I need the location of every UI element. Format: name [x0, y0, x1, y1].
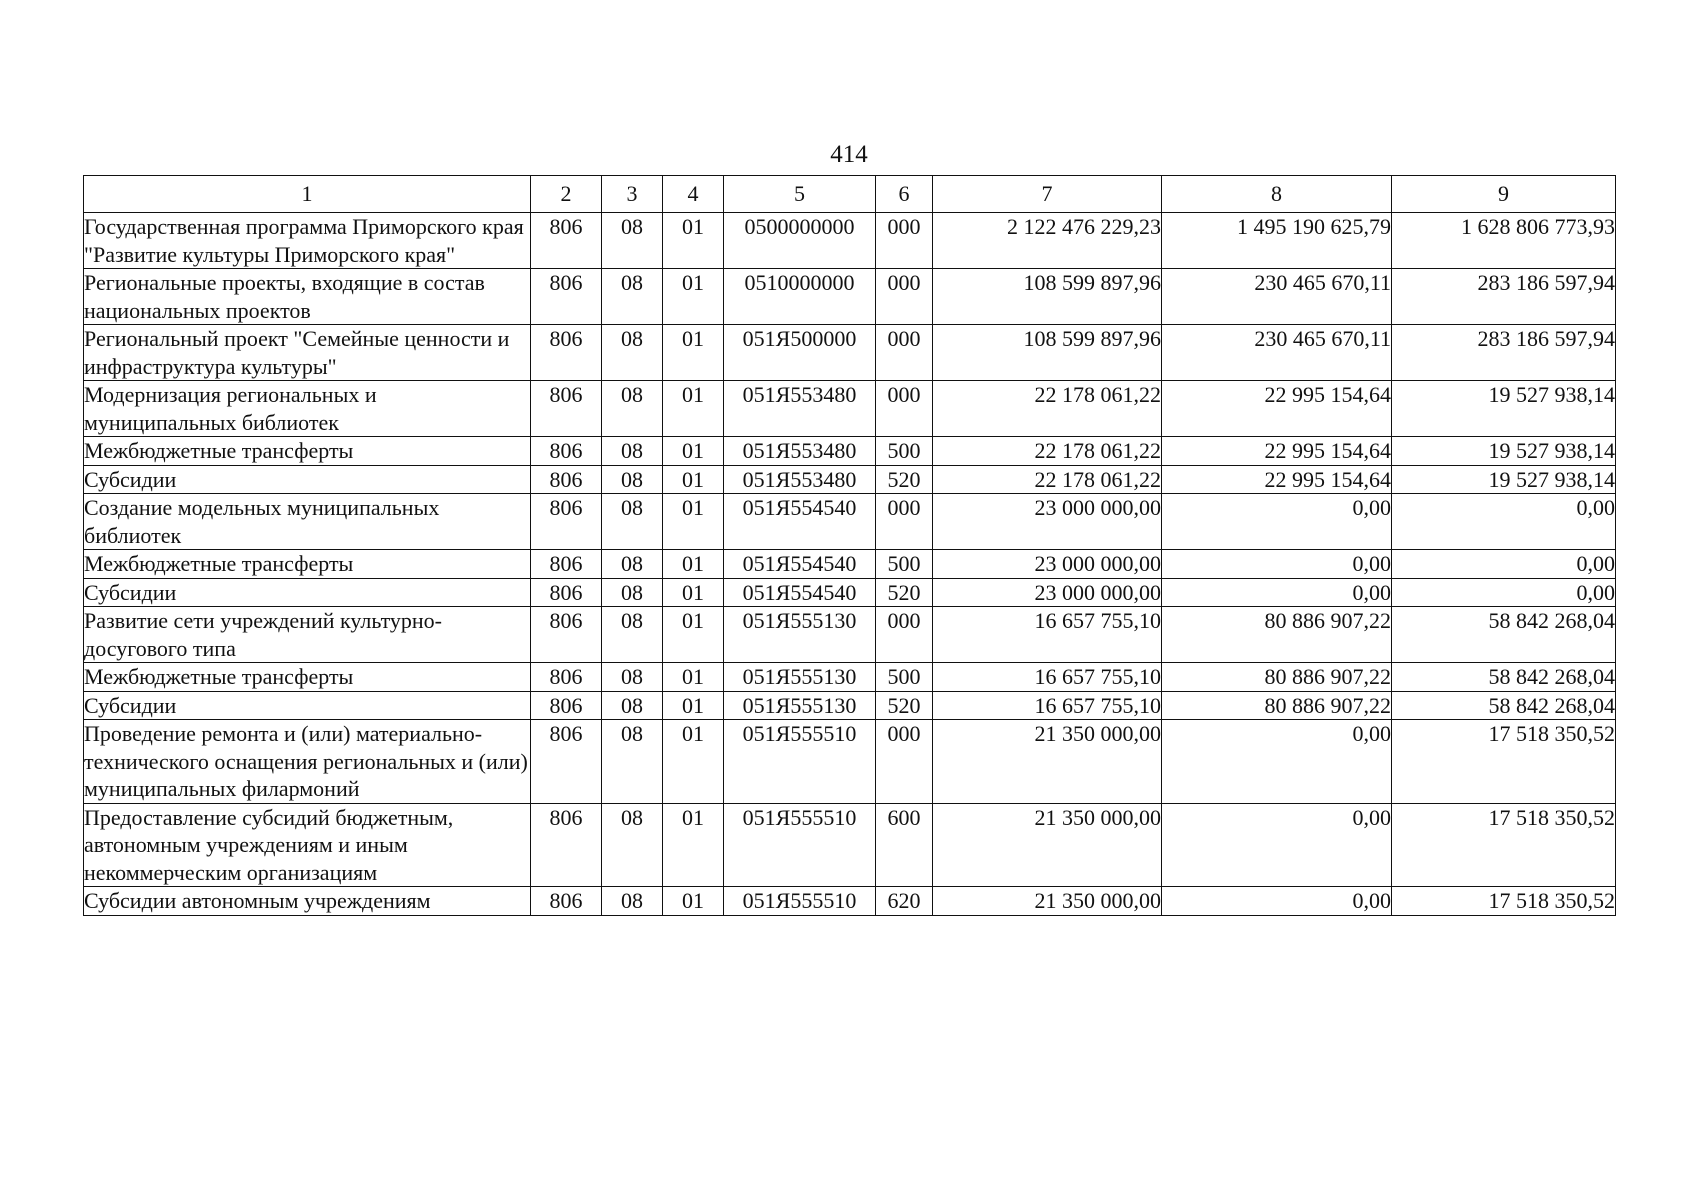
- value-col-9: 17 518 350,52: [1392, 720, 1616, 804]
- cell-col-3: 08: [602, 465, 663, 494]
- cell-col-2: 806: [531, 720, 602, 804]
- cell-col-6: 600: [876, 803, 933, 887]
- cell-col-4: 01: [663, 550, 724, 579]
- cell-col-2: 806: [531, 887, 602, 916]
- value-col-8: 22 995 154,64: [1162, 381, 1392, 437]
- cell-col-4: 01: [663, 381, 724, 437]
- cell-col-5: 051Я554540: [724, 494, 876, 550]
- cell-col-6: 500: [876, 663, 933, 692]
- value-col-7: 16 657 755,10: [933, 663, 1162, 692]
- row-name-cell: Межбюджетные трансферты: [84, 663, 531, 692]
- cell-col-2: 806: [531, 550, 602, 579]
- cell-col-6: 000: [876, 607, 933, 663]
- table-row: [84, 550, 1616, 579]
- cell-col-6: 620: [876, 887, 933, 916]
- cell-col-5: 051Я553480: [724, 437, 876, 466]
- column-header: 1: [84, 176, 531, 213]
- cell-col-3: 08: [602, 325, 663, 381]
- value-col-7: 21 350 000,00: [933, 887, 1162, 916]
- cell-col-2: 806: [531, 213, 602, 269]
- value-col-9: 19 527 938,14: [1392, 465, 1616, 494]
- row-name-cell: Межбюджетные трансферты: [84, 437, 531, 466]
- value-col-9: 283 186 597,94: [1392, 269, 1616, 325]
- value-col-8: 80 886 907,22: [1162, 691, 1392, 720]
- cell-col-3: 08: [602, 550, 663, 579]
- value-col-8: 0,00: [1162, 550, 1392, 579]
- cell-col-6: 520: [876, 691, 933, 720]
- row-name-cell: Региональный проект "Семейные ценности и инфраструктура культуры": [84, 325, 531, 381]
- table-row: [84, 465, 1616, 494]
- table-row: [84, 213, 1616, 269]
- cell-col-2: 806: [531, 437, 602, 466]
- cell-col-6: 000: [876, 325, 933, 381]
- cell-col-6: 000: [876, 381, 933, 437]
- value-col-9: 19 527 938,14: [1392, 381, 1616, 437]
- column-header: 7: [933, 176, 1162, 213]
- cell-col-3: 08: [602, 437, 663, 466]
- value-col-9: 0,00: [1392, 550, 1616, 579]
- row-name-cell: Субсидии: [84, 578, 531, 607]
- value-col-7: 23 000 000,00: [933, 550, 1162, 579]
- cell-col-4: 01: [663, 437, 724, 466]
- row-name-cell: Субсидии автономным учреждениям: [84, 887, 531, 916]
- cell-col-4: 01: [663, 465, 724, 494]
- row-name-cell: Предоставление субсидий бюджетным, автономным учреждениям и иным некоммерческим организациям: [84, 803, 531, 887]
- value-col-7: 2 122 476 229,23: [933, 213, 1162, 269]
- value-col-7: 23 000 000,00: [933, 578, 1162, 607]
- value-col-9: 17 518 350,52: [1392, 803, 1616, 887]
- cell-col-6: 500: [876, 550, 933, 579]
- column-header: 8: [1162, 176, 1392, 213]
- budget-table: [83, 175, 1616, 916]
- cell-col-6: 000: [876, 213, 933, 269]
- cell-col-4: 01: [663, 720, 724, 804]
- cell-col-5: 051Я555510: [724, 887, 876, 916]
- value-col-8: 80 886 907,22: [1162, 607, 1392, 663]
- table-row: [84, 325, 1616, 381]
- column-header: 9: [1392, 176, 1616, 213]
- value-col-7: 22 178 061,22: [933, 437, 1162, 466]
- value-col-7: 108 599 897,96: [933, 269, 1162, 325]
- row-name-cell: Субсидии: [84, 691, 531, 720]
- row-name-cell: Создание модельных муниципальных библиотек: [84, 494, 531, 550]
- cell-col-6: 520: [876, 578, 933, 607]
- cell-col-4: 01: [663, 578, 724, 607]
- cell-col-2: 806: [531, 494, 602, 550]
- row-name-cell: Проведение ремонта и (или) материально-технического оснащения региональных и (или) муниципальных филармоний: [84, 720, 531, 804]
- value-col-8: 230 465 670,11: [1162, 269, 1392, 325]
- header-row: [84, 176, 1616, 213]
- cell-col-3: 08: [602, 213, 663, 269]
- cell-col-2: 806: [531, 803, 602, 887]
- row-name-cell: Региональные проекты, входящие в состав национальных проектов: [84, 269, 531, 325]
- cell-col-6: 000: [876, 720, 933, 804]
- column-header: 3: [602, 176, 663, 213]
- cell-col-4: 01: [663, 691, 724, 720]
- row-name-cell: Развитие сети учреждений культурно-досугового типа: [84, 607, 531, 663]
- cell-col-4: 01: [663, 663, 724, 692]
- value-col-8: 0,00: [1162, 578, 1392, 607]
- table-row: [84, 607, 1616, 663]
- value-col-9: 17 518 350,52: [1392, 887, 1616, 916]
- row-name-cell: Субсидии: [84, 465, 531, 494]
- cell-col-5: 051Я554540: [724, 578, 876, 607]
- value-col-7: 22 178 061,22: [933, 465, 1162, 494]
- value-col-7: 23 000 000,00: [933, 494, 1162, 550]
- value-col-8: 0,00: [1162, 887, 1392, 916]
- table-row: [84, 720, 1616, 804]
- cell-col-5: 051Я555510: [724, 803, 876, 887]
- row-name-cell: Модернизация региональных и муниципальных библиотек: [84, 381, 531, 437]
- cell-col-6: 000: [876, 494, 933, 550]
- cell-col-3: 08: [602, 663, 663, 692]
- value-col-9: 58 842 268,04: [1392, 691, 1616, 720]
- cell-col-6: 520: [876, 465, 933, 494]
- cell-col-6: 000: [876, 269, 933, 325]
- value-col-8: 0,00: [1162, 494, 1392, 550]
- table-body: [84, 213, 1616, 916]
- table-row: [84, 663, 1616, 692]
- table-row: [84, 578, 1616, 607]
- cell-col-2: 806: [531, 325, 602, 381]
- value-col-9: 0,00: [1392, 494, 1616, 550]
- row-name-cell: Государственная программа Приморского края "Развитие культуры Приморского края": [84, 213, 531, 269]
- value-col-7: 22 178 061,22: [933, 381, 1162, 437]
- value-col-9: 58 842 268,04: [1392, 607, 1616, 663]
- cell-col-5: 051Я553480: [724, 381, 876, 437]
- value-col-8: 230 465 670,11: [1162, 325, 1392, 381]
- page-number: 414: [830, 141, 868, 168]
- cell-col-5: 051Я500000: [724, 325, 876, 381]
- cell-col-5: 051Я555130: [724, 691, 876, 720]
- cell-col-2: 806: [531, 381, 602, 437]
- table-row: [84, 803, 1616, 887]
- table-row: [84, 494, 1616, 550]
- value-col-9: 1 628 806 773,93: [1392, 213, 1616, 269]
- value-col-7: 108 599 897,96: [933, 325, 1162, 381]
- cell-col-2: 806: [531, 691, 602, 720]
- cell-col-5: 0500000000: [724, 213, 876, 269]
- cell-col-6: 500: [876, 437, 933, 466]
- table-row: [84, 437, 1616, 466]
- cell-col-2: 806: [531, 663, 602, 692]
- cell-col-5: 051Я555510: [724, 720, 876, 804]
- column-header: 4: [663, 176, 724, 213]
- table-row: [84, 691, 1616, 720]
- column-header: 6: [876, 176, 933, 213]
- cell-col-5: 0510000000: [724, 269, 876, 325]
- cell-col-5: 051Я555130: [724, 663, 876, 692]
- value-col-9: 58 842 268,04: [1392, 663, 1616, 692]
- cell-col-4: 01: [663, 213, 724, 269]
- cell-col-4: 01: [663, 269, 724, 325]
- value-col-7: 16 657 755,10: [933, 607, 1162, 663]
- column-header: 5: [724, 176, 876, 213]
- value-col-8: 22 995 154,64: [1162, 437, 1392, 466]
- cell-col-3: 08: [602, 691, 663, 720]
- cell-col-5: 051Я555130: [724, 607, 876, 663]
- cell-col-3: 08: [602, 578, 663, 607]
- cell-col-4: 01: [663, 494, 724, 550]
- value-col-8: 0,00: [1162, 803, 1392, 887]
- cell-col-2: 806: [531, 269, 602, 325]
- value-col-7: 21 350 000,00: [933, 803, 1162, 887]
- value-col-8: 22 995 154,64: [1162, 465, 1392, 494]
- cell-col-3: 08: [602, 803, 663, 887]
- cell-col-3: 08: [602, 887, 663, 916]
- value-col-8: 80 886 907,22: [1162, 663, 1392, 692]
- table-row: [84, 887, 1616, 916]
- column-header: 2: [531, 176, 602, 213]
- value-col-9: 19 527 938,14: [1392, 437, 1616, 466]
- cell-col-3: 08: [602, 381, 663, 437]
- cell-col-5: 051Я554540: [724, 550, 876, 579]
- table-row: [84, 381, 1616, 437]
- cell-col-4: 01: [663, 607, 724, 663]
- row-name-cell: Межбюджетные трансферты: [84, 550, 531, 579]
- value-col-7: 16 657 755,10: [933, 691, 1162, 720]
- cell-col-5: 051Я553480: [724, 465, 876, 494]
- cell-col-4: 01: [663, 887, 724, 916]
- cell-col-4: 01: [663, 803, 724, 887]
- value-col-9: 283 186 597,94: [1392, 325, 1616, 381]
- cell-col-2: 806: [531, 465, 602, 494]
- value-col-7: 21 350 000,00: [933, 720, 1162, 804]
- cell-col-2: 806: [531, 607, 602, 663]
- cell-col-3: 08: [602, 607, 663, 663]
- cell-col-2: 806: [531, 578, 602, 607]
- cell-col-3: 08: [602, 269, 663, 325]
- value-col-8: 1 495 190 625,79: [1162, 213, 1392, 269]
- value-col-9: 0,00: [1392, 578, 1616, 607]
- table-row: [84, 269, 1616, 325]
- cell-col-3: 08: [602, 720, 663, 804]
- cell-col-4: 01: [663, 325, 724, 381]
- value-col-8: 0,00: [1162, 720, 1392, 804]
- cell-col-3: 08: [602, 494, 663, 550]
